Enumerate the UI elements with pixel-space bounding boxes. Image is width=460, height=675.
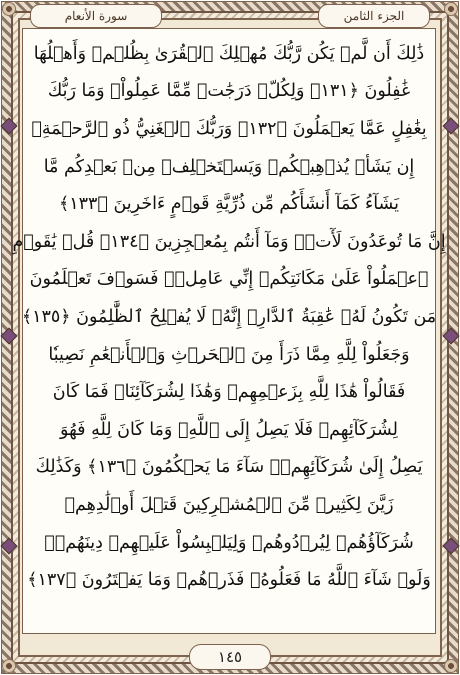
verse-line: إِنَّ مَا تُوعَدُونَ لَأٓتٖۖ وَمَآ أَنتُم بِمُعۡجِزِينَ ﴿١٣٤﴾ قُلۡ يَٰقَوۡمِ bbox=[12, 231, 446, 252]
corner-ornament-icon bbox=[444, 2, 458, 16]
verse-line: بِغَٰفِلٍ عَمَّا يَعۡمَلُونَ ﴿١٣٢﴾ وَرَبُّكَ ٱلۡغَنِيُّ ذُو ٱلرَّحۡمَةِۚ bbox=[31, 118, 427, 139]
corner-ornament-icon bbox=[444, 659, 458, 673]
verse-line: فَقَالُواْ هَٰذَا لِلَّهِ بِزَعۡمِهِمۡ وَهَٰذَا لِشُرَكَآئِنَاۖ فَمَا كَانَ bbox=[52, 382, 406, 403]
verse-line: لِشُرَكَآئِهِمۡ فَلَا يَصِلُ إِلَى ٱللَّهِۖ وَمَا كَانَ لِلَّهِ فَهُوَ bbox=[60, 419, 398, 440]
verse-line: يَصِلُ إِلَىٰ شُرَكَآئِهِمۡۗ سَآءَ مَا يَحۡكُمُونَ ﴿١٣٦﴾ وَكَذَٰلِكَ bbox=[35, 457, 423, 478]
verse-line: غَٰفِلُونَ ﴿١٣١﴾ وَلِكُلّٖ دَرَجَٰتٞ مِّمَّا عَمِلُواْۚ وَمَا رَبُّكَ bbox=[47, 81, 411, 102]
quran-text-panel bbox=[12, 28, 446, 634]
verse-line: يَشَآءُ كَمَآ أَنشَأَكُم مِّن ذُرِّيَّةِ قَوۡمٍ ءَاخَرِينَ ﴿١٣٣﴾ bbox=[58, 194, 400, 215]
verse-line: إِن يَشَأۡ يُذۡهِبۡكُمۡ وَيَسۡتَخۡلِفۡ مِنۢ بَعۡدِكُم مَّا bbox=[43, 156, 415, 177]
corner-ornament-icon bbox=[2, 2, 16, 16]
verse-line: زَيَّنَ لِكَثِيرٖ مِّنَ ٱلۡمُشۡرِكِينَ قَتۡلَ أَوۡلَٰدِهِمۡ bbox=[64, 494, 394, 515]
verse-line: وَلَوۡ شَآءَ ٱللَّهُ مَا فَعَلُوهُۖ فَذَرۡهُمۡ وَمَا يَفۡتَرُونَ ﴿١٣٧﴾ bbox=[27, 570, 431, 591]
juz-title: الجزء الثامن bbox=[318, 4, 430, 28]
surah-title: سورة الأنعام bbox=[30, 4, 162, 28]
verse-line: ٱعۡمَلُواْ عَلَىٰ مَكَانَتِكُمۡ إِنِّي عَامِلٞۖ فَسَوۡفَ تَعۡلَمُونَ bbox=[29, 269, 429, 290]
verse-line: شُرَكَآؤُهُمۡ لِيُرۡدُوهُمۡ وَلِيَلۡبِسُواْ عَلَيۡهِمۡ دِينَهُمۡۖ bbox=[44, 532, 414, 553]
corner-ornament-icon bbox=[2, 659, 16, 673]
verse-line: ذَٰلِكَ أَن لَّمۡ يَكُن رَّبُّكَ مُهۡلِكَ ٱلۡقُرَىٰ بِظُلۡمٖ وَأَهۡلُهَا bbox=[33, 43, 425, 64]
page-number: ١٤٥ bbox=[189, 644, 271, 670]
verse-line: وَجَعَلُواْ لِلَّهِ مِمَّا ذَرَأَ مِنَ ٱلۡحَرۡثِ وَٱلۡأَنۡعَٰمِ نَصِيبٗا bbox=[48, 344, 410, 365]
verse-line: مَن تَكُونُ لَهُۥ عَٰقِبَةُ ٱلدَّارِۚ إِنَّهُۥ لَا يُفۡلِحُ ٱلظَّٰلِمُونَ ﴿١٣٥﴾ bbox=[21, 306, 437, 327]
